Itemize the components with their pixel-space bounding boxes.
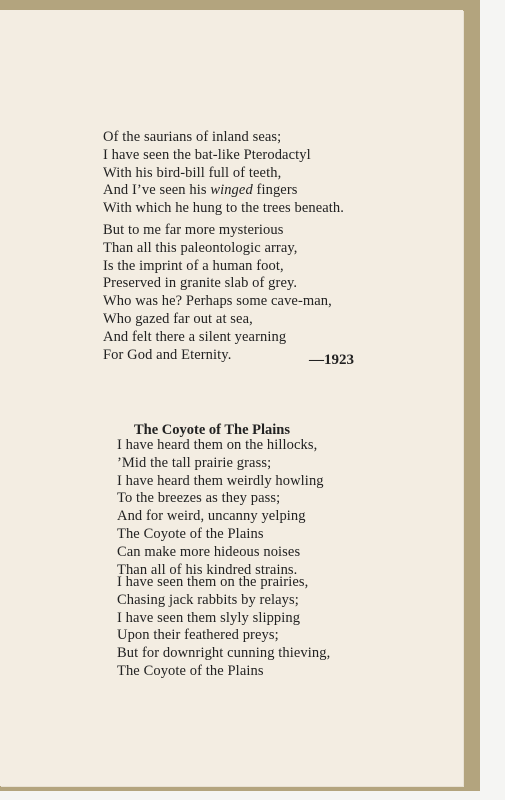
- poem2-stanza2: [117, 574, 330, 681]
- poem-line: With his bird-bill full of teeth,: [103, 164, 282, 181]
- poem1-stanza2: [103, 222, 332, 364]
- poem-line: I have seen them on the prairies,: [117, 574, 309, 590]
- poem-line: But for downright cunning thieving,: [117, 645, 331, 662]
- poem-line: I have heard them weirdly howling: [117, 472, 324, 489]
- poem-line: ’Mid the tall prairie grass;: [117, 454, 272, 471]
- poem-line: I have seen the bat-like Pterodactyl: [103, 146, 311, 163]
- poem-line: Preserved in granite slab of grey.: [103, 275, 298, 292]
- poem-line: And felt there a silent yearning: [103, 328, 287, 345]
- poem-title: The Coyote of The Plains: [134, 422, 291, 438]
- poem-line: Of the saurians of inland seas;: [103, 129, 282, 145]
- poem-line: Than all of his kindred strains.: [117, 561, 298, 578]
- poem-line: To the breezes as they pass;: [117, 490, 281, 507]
- poem-line: Chasing jack rabbits by relays;: [117, 591, 299, 608]
- poem-line: I have seen them slyly slipping: [117, 609, 301, 626]
- poem-line: Who was he? Perhaps some cave-man,: [103, 293, 332, 310]
- poem-line: The Coyote of the Plains: [117, 525, 264, 542]
- poem-line-italic: And I’ve seen his winged fingers: [103, 182, 298, 199]
- poem-line: For God and Eternity.: [103, 346, 232, 363]
- page: [0, 10, 463, 786]
- poem-line: I have heard them on the hillocks,: [117, 437, 318, 453]
- poem-line: Upon their feathered preys;: [117, 627, 279, 644]
- poem-line: Is the imprint of a human foot,: [103, 257, 284, 274]
- poem-line: The Coyote of the Plains: [117, 662, 264, 679]
- poem-line: Than all this paleontologic array,: [103, 239, 298, 256]
- poem-date: —1923: [309, 352, 354, 368]
- poem-line: But to me far more mysterious: [103, 222, 284, 238]
- poem-line: Who gazed far out at sea,: [103, 310, 253, 327]
- poem-line: And for weird, uncanny yelping: [117, 508, 306, 525]
- poem2-stanza1: [117, 437, 324, 579]
- poem-line: Can make more hideous noises: [117, 543, 301, 560]
- poem1-stanza1: [103, 129, 344, 218]
- poem-line: With which he hung to the trees beneath.: [103, 200, 344, 217]
